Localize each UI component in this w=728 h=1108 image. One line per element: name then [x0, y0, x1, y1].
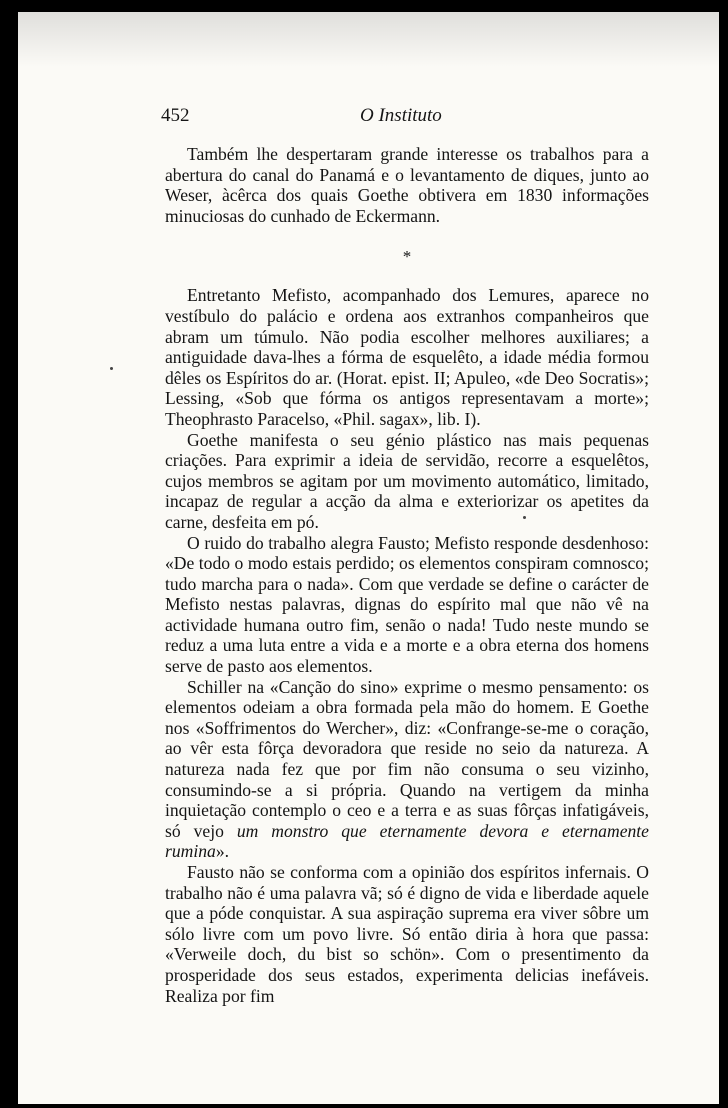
paragraph-schiller-text: Schiller na «Canção do sino» exprime o mesmo pensamento: os elementos odeiam a obra formada pela mão do homem. E Goethe nos «Soffrimentos do Wercher», diz: «Confrange-se-me o coração, ao vêr esta fôrça devoradora que reside no seio da natureza. A natureza nada fez que por fim não consuma o seu vizinho, consumindo-se a si própria. Quando na vertigem da minha inquietação contemplo o ceo e a terra e as suas fôrças infatigáveis, só vejo: [165, 676, 649, 841]
page-shading: [18, 12, 719, 67]
margin-speck: [110, 367, 113, 370]
page-number: 452: [161, 105, 190, 126]
paragraph-fausto-conforma: Fausto não se conforma com a opinião dos espíritos infernais. O trabalho não é uma palavra vã; só é digno de vida e liberdade aquele que a póde conquistar. A sua aspiração suprema era viver sôbre um sólo livre com um povo livre. Só então diria à hora que passa: «Verweile doch, du bist so schön». Com o presentimento da prosperidade dos seus estados, experimenta delicias inefáveis. Realiza por fim: [165, 862, 649, 1006]
book-page: [18, 12, 719, 1104]
paragraph-schiller-italic: um monstro que eternamente devora e eternamente rumina: [165, 820, 649, 862]
paragraph-ruido-trabalho: O ruido do trabalho alegra Fausto; Mefisto responde desdenhoso: «De todo o modo estais perdido; os elementos conspiram comnosco; tudo marcha para o nada». Com que verdade se define o carácter de Mefisto nestas palavras, dignas do espírito mal que não vê na actividade humana outro fim, senão o nada! Tudo neste mundo se reduz a uma luta entre a vida e a morte e a obra eterna dos homens serve de pasto aos elementos.: [165, 532, 649, 677]
paragraph-schiller-end: ».: [215, 841, 230, 862]
scan-frame: [4, 4, 724, 1104]
paragraph-panama: Também lhe despertaram grande interesse os trabalhos para a abertura do canal do Panamá e o levantamento de diques, junto ao Weser, àcêrca dos quais Goethe obtivera em 1830 informações minuciosas do cunhado de Eckermann.: [165, 144, 649, 226]
body-text: [165, 144, 649, 1006]
paragraph-mefisto-lemures: Entretanto Mefisto, acompanhado dos Lemures, aparece no vestíbulo do palácio e ordena aos extranhos companheiros que abram um túmulo. Não podia escolher melhores auxiliares; a antiguidade dava-lhes a fórma de esquelêto, a idade média formou dêles os Espíritos do ar. (Horat. epist. II; Apuleo, «de Deo Socratis»; Lessing, «Sob que fórma os antigos representavam a morte»; Theophrasto Paracelso, «Phil. sagax», lib. I).: [165, 285, 649, 429]
section-separator-asterisk: *: [402, 247, 412, 267]
paragraph-schiller: [165, 677, 649, 862]
paragraph-goethe-genio: Goethe manifesta o seu génio plástico nas mais pequenas criações. Para exprimir a ideia de servidão, recorre a esquelêtos, cujos membros se agitam por um movimento automático, limitado, incapaz de regular a acção da alma e exteriorizar os apetites da carne, desfeita em pó.: [165, 429, 649, 532]
margin-speck: [523, 516, 526, 519]
journal-title: O Instituto: [360, 105, 442, 126]
running-head: [18, 99, 719, 129]
